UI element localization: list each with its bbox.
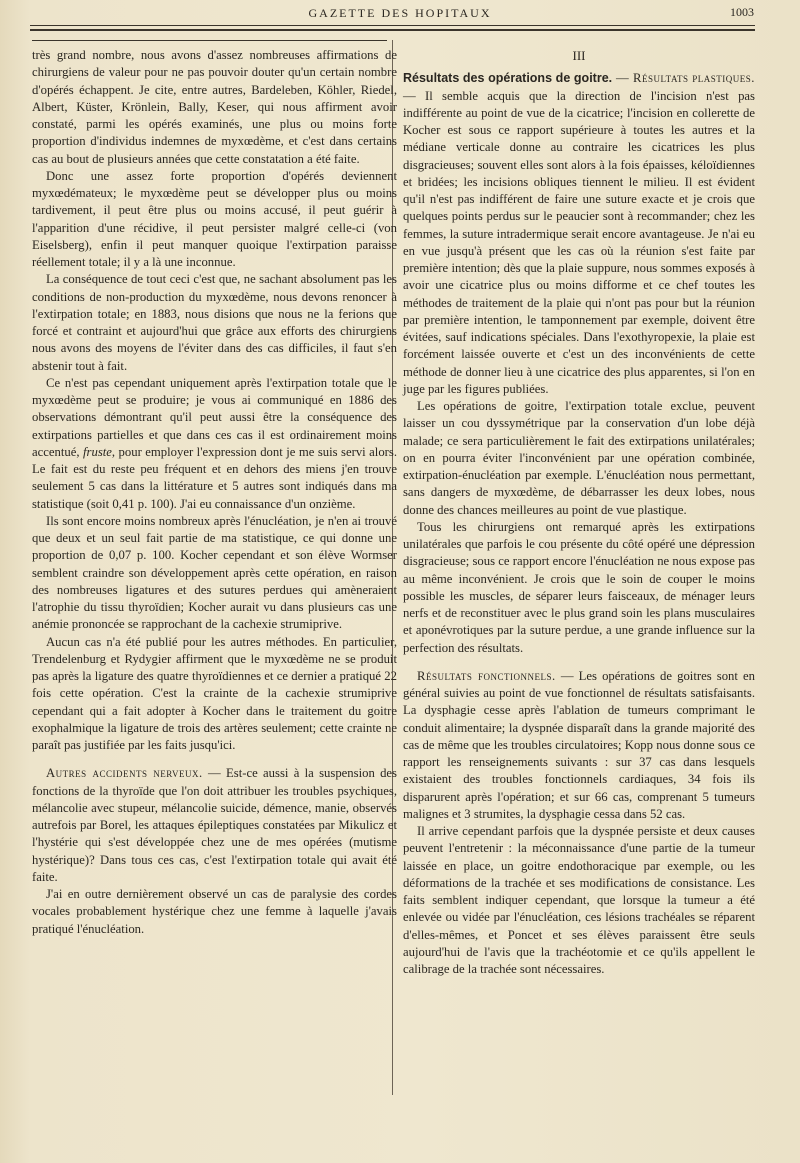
left-column-top-rule — [32, 40, 387, 41]
right-paragraph-1 — [403, 70, 755, 398]
left-paragraph-6: Aucun cas n'a été publié pour les autres méthodes. En particulier, Trendelenburg et Rydygier affirment que le myxœdème ne se produit pas après la ligature des quatre thyroïdiennes et ce dernier a pratiqué 22 fois cette opération. C'est la crainte de la cachexie strumiprive cependant qui a fait adopter à Kocher dans le traitement du goitre exophalmique la ligature de trois des artères seulement; cette crainte ne paraît pas justifiée par les faits jusqu'ici. — [32, 634, 397, 752]
right-paragraph-3: Tous les chirurgiens ont remarqué après les extirpations unilatérales que parfois le cou présente du côté opéré une dépression disgracieuse; sous ce rapport encore l'énucléation ne nous expose pas au même inconvénient. Je crois que le soin de couper le moins possible les muscles, de séparer leurs faisceaux, de ménager leurs nerfs et de reconstituer avec le plus grand soin les plans musculaires et aponévrotiques par la suture perdue, a une grande influence sur la perfection des résultats. — [403, 519, 755, 655]
left-paragraph-8: J'ai en outre dernièrement observé un cas de paralysie des cordes vocales probablement hystérique chez une femme à laquelle j'avais pratiqué l'énucléation. — [32, 887, 397, 936]
left-paragraph-3: La conséquence de tout ceci c'est que, ne sachant absolument pas les conditions de non-production du myxœdème, nous devons renoncer à l'extirpation totale; en 1883, nous disions que nous ne la ferions que forcé et contraint et aujourd'hui que grâce aux efforts des chirurgiens nous avons des moyens de l'éviter dans des cas difficiles, il faut s'en abstenir tout à fait. — [32, 272, 397, 373]
page-number: 1003 — [730, 5, 754, 19]
left-paragraph-7 — [32, 765, 397, 886]
left-paragraph-4-start: Ce n'est pas cependant uniquement après l'extirpation totale que le myxœdème peut se produire; je vous ai communiqué en 1886 des observations démontrant qu'il peut aussi être la conséquence des extirpations partielles et que dans ces cas il est ordinairement moins accentué, — [32, 375, 397, 459]
header-rule-bottom — [30, 29, 755, 31]
left-paragraph-1: très grand nombre, nous avons d'assez nombreuses affirmations de chirurgiens de valeur pour ne pas pouvoir douter qu'un certain nombre d'opérés échappent. Je cite, entre autres, Bardeleben, Köhler, Riedel, Albert, Küster, Krönlein, Bally, Keser, qui nous affirment avoir constaté, parmi les opérés examinés, une plus ou moins forte proportion d'individus indemnes de myxœdème, et c'est dans certains cas au bout de plusieurs années que cette constatation a été faite. — [32, 48, 397, 166]
section-number: III — [572, 48, 586, 63]
right-paragraph-5: Il arrive cependant parfois que la dyspnée persiste et deux causes peuvent l'entretenir : la méconnaissance d'une partie de la tumeur laissée en place, un goitre endothoracique par exemple, ou les déformations de la trachée et ses modifications de consistance. Les faits semblent indiquer cependant, que lorsque la tumeur a été enlevée ou vidée par l'énucléation, ces lésions trachéales se réparent d'elles-mêmes, et Poncet et ses élèves paraissent être seuls aujourd'hui de l'avis que la trachéotomie et ce qu'ils appellent le calibrage de la trachée sont nécessaires. — [403, 824, 755, 976]
right-paragraph-2: Les opérations de goitre, l'extirpation totale exclue, peuvent laisser un cou dyssymétrique par la conservation d'un lobe déjà malade; ce sera particulièrement le fait des extirpations unilatérales; on en pourra éviter l'inconvénient par une opération combinée, extirpation-énucléation par exemple. L'énucléation nous permettant, sans dangers de myxœdème, de débarrasser les deux lobes, nous donne des chances meilleures au point de vue plastique. — [403, 399, 755, 517]
right-paragraph-4 — [403, 668, 755, 823]
left-paragraph-4-italic: fruste — [83, 444, 112, 459]
left-paragraph-7-body: — Est-ce aussi à la suspension des fonctions de la thyroïde que l'on doit attribuer les troubles psychiques, mélancolie avec stupeur, mélancolie suicide, démence, manie, observés autrefois par Borel, les attaques épileptiques constatées par Mikulicz et l'hystérie qui s'est développée chez une de mes opérées (mutisme hystérique)? Dans tous ces cas, c'est l'extirpation totale qui avait été faite. — [32, 766, 397, 884]
autres-accidents-heading: Autres accidents nerveux. — [46, 766, 203, 781]
right-column — [403, 47, 755, 978]
left-paragraph-4 — [32, 375, 397, 513]
right-paragraph-1-body: — Il semble acquis que la direction de l'incision n'est pas indifférente au point de vue de la cicatrice; l'incision en collerette de Kocher est sous ce rapport supérieure à toutes les autres et la médiane verticale donne au contraire les cicatrices les plus disgracieuses; souvent elles sont alors à la fois épaisses, kéloïdiennes et bridées; les incisions obliques tiennent le milieu. Il est évident qu'il n'est pas indifférent de faire une suture exacte et je crois que quelques points perdus sur le peaucier sont à recommander; chez les femmes, la suture intradermique serait encore avantageuse. Je n'ai eu en vue jusqu'à présent que les cas où la réunion s'est faite par première intention; dès que la plaie suppure, nous sommes exposés à avoir une cicatrice plus ou moins difforme et ce chef toutes les méthodes de traitement de la plaie qui n'ont pas pour but la réunion par première intention, le tamponnement par exemple, doivent être évitées, sauf indications spéciales. Dans l'exothyropexie, la plaie est forcément laissée ouverte et c'est un des inconvénients de cette méthode de donner lieu à une cicatrice des plus apparentes, si l'on en juge par les figures publiées. — [403, 88, 755, 396]
left-paragraph-2: Donc une assez forte proportion d'opérés deviennent myxœdémateux; le myxœdème peut se développer plus ou moins tardivement, il peut être plus ou moins accusé, il peut guérir à l'apparition d'une récidive, il peut persister malgré celle-ci (von Eiselsberg), enfin il peut manquer quoique l'extirpation paraisse réellement totale; il y a là une inconnue. — [32, 168, 397, 269]
left-paragraph-5: Ils sont encore moins nombreux après l'énucléation, je n'en ai trouvé que deux et un seul fait partie de ma statistique, ce qui donne une proportion de 0,07 p. 100. Kocher cependant et son élève Wormser semblent craindre son développement après cette opération, en raison des nombreuses ligatures et des sutures perdues qui amèneraient l'atrophie du tissu thyroïdien; Kocher aurait vu dans plusieurs cas une anémie prononcée se rapprochant de la cachexie strumiprive. — [32, 513, 397, 632]
header-rule-top — [30, 25, 755, 26]
left-column — [32, 47, 397, 938]
page-header-title: GAZETTE DES HOPITAUX — [308, 6, 492, 20]
section-subheading: — Résultats plastiques. — [612, 71, 755, 86]
left-paragraph-4-end: , pour employer l'expression dont je me suis servi alors. Le fait est du reste peu fréquent et en dehors des miens j'en trouve seulement 5 cas dans la littérature et 5 autres sont indiqués dans ma statistique (soit 0,41 p. 100). J'ai eu connaissance d'un onzième. — [32, 444, 397, 511]
right-paragraph-4-body: — Les opérations de goitres sont en général suivies au point de vue fonctionnel de résultats satisfaisants. La dysphagie cesse après l'ablation de tumeurs comprimant le conduit alimentaire; la dyspnée disparaît dans la grande majorité des cas de même que les troubles circulatoires; Kopp nous donne sous ce rapport les renseignements suivants : sur 37 cas dans lesquels existaient des troubles fonctionnels cardiaques, 34 fois ils disparurent après l'opération; et sur 66 cas, comprenant 5 tumeurs malignes et 3 strumites, la dysphagie cessa dans 52 cas. — [403, 668, 755, 821]
section-title: Résultats des opérations de goitre. — [403, 71, 613, 86]
resultats-fonctionnels-heading: Résultats fonctionnels. — [417, 668, 556, 683]
